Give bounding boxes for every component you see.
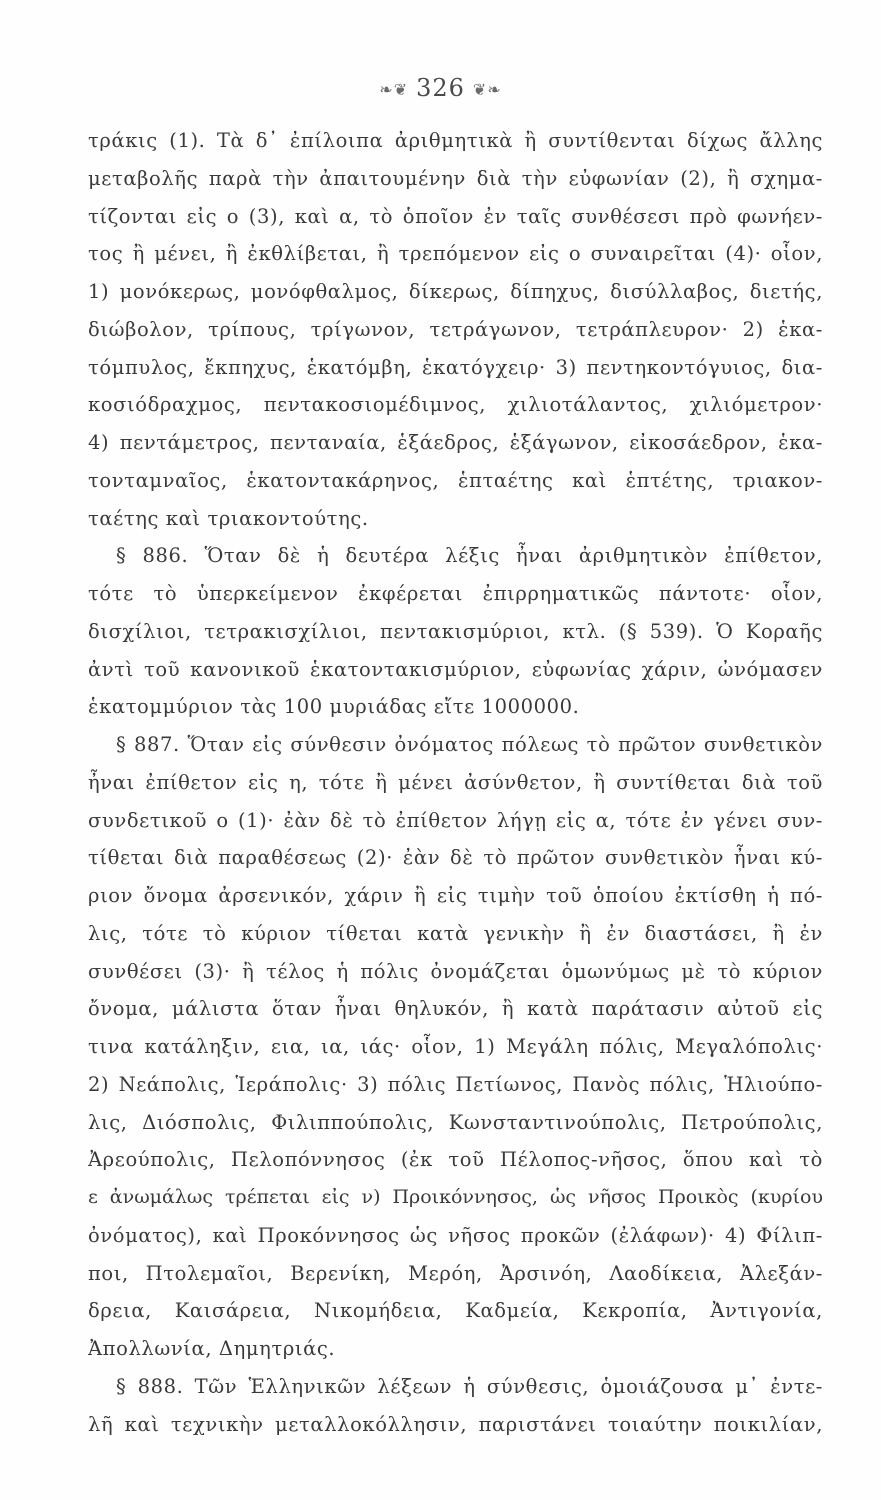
text-line: δισχίλιοι, τετρακισχίλιοι, πεντακισμύριοι, κτλ. (§ 539). Ὁ Κοραῆς [88, 619, 823, 643]
text-line: ἦναι ἐπίθετον εἰς η, τότε ἢ μένει ἀσύνθετον, ἢ συντίθεται διὰ τοῦ [88, 770, 823, 794]
section-888-start: § 888. Τῶν Ἑλληνικῶν λέξεων ἡ σύνθεσις, ὁμοιάζουσα μ᾽ ἐντε- [116, 1374, 823, 1398]
text-line: διώβολον, τρίπους, τρίγωνον, τετράγωνον, τετράπλευρον· 2) ἑκα- [88, 317, 823, 341]
section-887-start: § 887. Ὅταν εἰς σύνθεσιν ὀνόματος πόλεως τὸ πρῶτον συνθετικὸν [116, 733, 823, 756]
page-number: 326 [416, 74, 465, 102]
text-line: τράκις (1). Τὰ δ᾽ ἐπίλοιπα ἀριθμητικὰ ἢ συντίθενται δίχως ἄλλης [88, 129, 823, 152]
page-header [0, 74, 881, 102]
text-line: δρεια, Καισάρεια, Νικομήδεια, Καδμεία, Κεκροπία, Ἀντιγονία, [88, 1299, 823, 1323]
body-text [88, 122, 823, 1443]
text-line: τινα κατάληξιν, εια, ια, ιάς· οἷον, 1) Μεγάλη πόλις, Μεγαλόπολις· [88, 1035, 823, 1058]
text-line: ἀντὶ τοῦ κανονικοῦ ἑκατοντακισμύριον, εὐφωνίας χάριν, ὠνόμασεν [88, 657, 823, 681]
text-line: 2) Νεάπολις, Ἱεράπολις· 3) πόλις Πετίωνος, Πανὸς πόλις, Ἡλιούπο- [88, 1072, 823, 1096]
text-line: κοσιόδραχμος, πεντακοσιομέδιμνος, χιλιοτάλαντος, χιλιόμετρον· [88, 393, 823, 417]
text-line: 4) πεντάμετρος, πενταναία, ἑξάεδρος, ἑξάγωνον, εἰκοσάεδρον, ἑκα- [88, 431, 823, 454]
ornament-left-icon: ❧❦ [379, 80, 409, 99]
text-line: τίζονται εἰς ο (3), καὶ α, τὸ ὁποῖον ἐν ταῖς συνθέσεσι πρὸ φωνήεν- [88, 204, 823, 228]
text-line: ὀνόματος), καὶ Προκόννησος ὡς νῆσος προκῶν (ἐλάφων)· 4) Φίλιπ- [88, 1223, 823, 1247]
text-line: λις, Διόσπολις, Φιλιππούπολις, Κωνσταντινούπολις, Πετρούπολις, [88, 1110, 823, 1134]
text-line: συνθέσει (3)· ἢ τέλος ἡ πόλις ὀνομάζεται ὁμωνύμως μὲ τὸ κύριον [88, 959, 823, 983]
text-line: τίθεται διὰ παραθέσεως (2)· ἐὰν δὲ τὸ πρῶτον συνθετικὸν ἦναι κύ- [88, 846, 823, 870]
text-line: ἑκατομμύριον τὰς 100 μυριάδας εἴτε 1000000. [88, 695, 580, 719]
ornament-right-icon: ❦❧ [472, 80, 502, 99]
text-line: ριον ὄνομα ἀρσενικόν, χάριν ἢ εἰς τιμὴν τοῦ ὁποίου ἐκτίσθη ἡ πό- [88, 884, 823, 907]
text-line: Ἀπολλωνία, Δημητριάς. [88, 1337, 336, 1360]
text-line: λις, τότε τὸ κύριον τίθεται κατὰ γενικὴν ἢ ἐν διαστάσει, ἢ ἐν [88, 921, 823, 945]
text-line: ε ἀνωμάλως τρέπεται εἰς ν) Προικόννησος, ὡς νῆσος Προικὸς (κυρίου [88, 1186, 823, 1208]
text-line: τος ἢ μένει, ἢ ἐκθλίβεται, ἢ τρεπόμενον εἰς ο συναιρεῖται (4)· οἷον, [88, 242, 823, 266]
text-line: συνδετικοῦ ο (1)· ἐὰν δὲ τὸ ἐπίθετον λήγῃ εἰς α, τότε ἐν γένει συν- [88, 808, 823, 832]
text-line: Ἀρεούπολις, Πελοπόννησος (ἐκ τοῦ Πέλοπος-νῆσος, ὅπου καὶ τὸ [88, 1148, 823, 1172]
text-line: λῆ καὶ τεχνικὴν μεταλλοκόλλησιν, παριστάνει τοιαύτην ποικιλίαν, [88, 1412, 823, 1436]
text-line: μεταβολῆς παρὰ τὴν ἀπαιτουμένην διὰ τὴν εὐφωνίαν (2), ἢ σχημα- [88, 166, 823, 190]
text-line: τόμπυλος, ἔκπηχυς, ἑκατόμβη, ἑκατόγχειρ· 3) πεντηκοντόγυιος, δια- [88, 355, 823, 379]
text-line: τότε τὸ ὑπερκείμενον ἐκφέρεται ἐπιρρηματικῶς πάντοτε· οἷον, [88, 582, 823, 605]
text-line: ὄνομα, μάλιστα ὅταν ἦναι θηλυκόν, ἢ κατὰ παράτασιν αὐτοῦ εἰς [88, 997, 823, 1021]
text-line: ταέτης καὶ τριακοντούτης. [88, 506, 369, 530]
text-line: τονταμναῖος, ἑκατοντακάρηνος, ἑπταέτης καὶ ἑπτέτης, τριακον- [88, 468, 823, 492]
section-886-start: § 886. Ὅταν δὲ ἡ δευτέρα λέξις ἦναι ἀριθμητικὸν ἐπίθετον, [116, 544, 823, 568]
text-line: ποι, Πτολεμαῖοι, Βερενίκη, Μερόη, Ἀρσινόη, Λαοδίκεια, Ἀλεξάν- [88, 1261, 823, 1285]
text-line: 1) μονόκερως, μονόφθαλμος, δίκερως, δίπηχυς, δισύλλαβος, διετής, [88, 280, 823, 303]
